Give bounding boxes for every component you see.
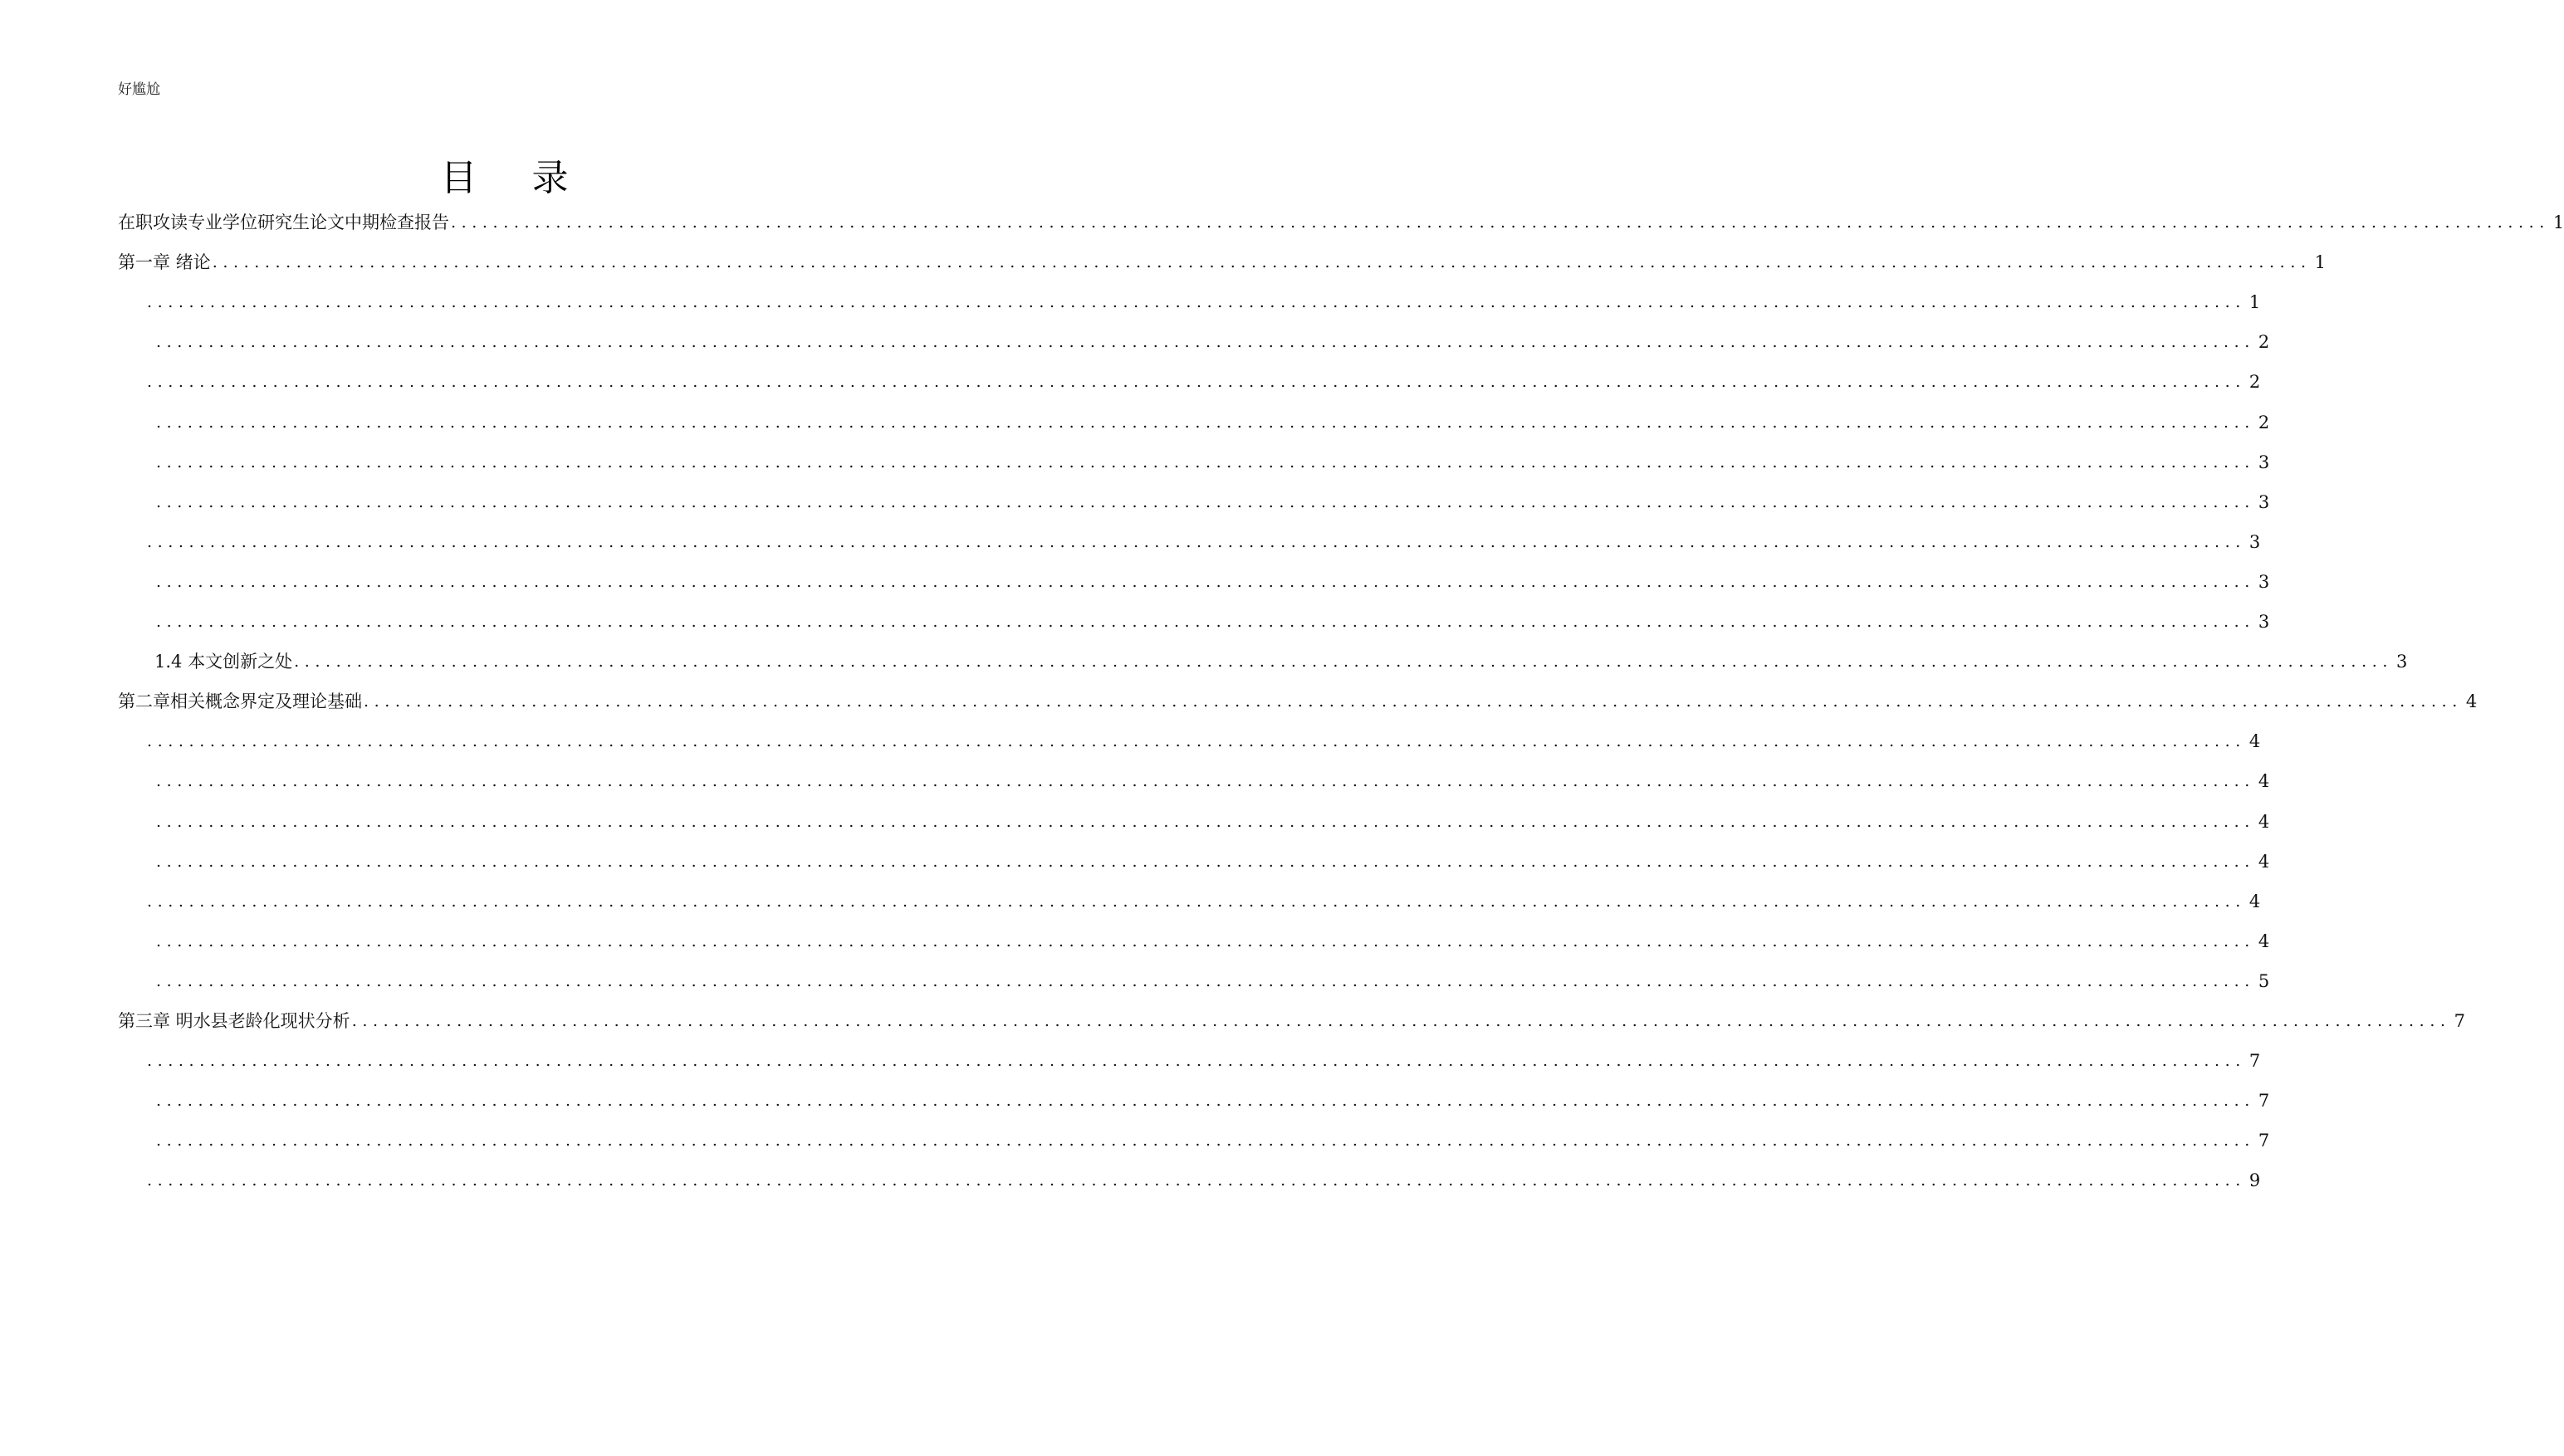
toc-entry-label: 1.4 本文创新之处 xyxy=(154,652,293,672)
toc-page-number: 9 xyxy=(2248,1170,2261,1191)
toc-dot-leader: ........................................................................................................................................................................................................ xyxy=(156,971,2255,990)
toc-entry-label: 在职攻读专业学位研究生论文中期检查报告 xyxy=(118,213,449,232)
toc-page-number: 3 xyxy=(2248,531,2261,552)
toc-entry[interactable] xyxy=(145,525,2261,552)
toc-entry[interactable] xyxy=(154,1084,2270,1112)
toc-dot-leader: ........................................................................................................................................................................................................ xyxy=(156,452,2255,471)
toc-dot-leader: ........................................................................................................................................................................................................ xyxy=(147,532,2246,551)
toc-page-number: 4 xyxy=(2465,691,2478,712)
toc-entry[interactable] xyxy=(154,325,2270,353)
page-header-text: 好尴尬 xyxy=(118,81,160,98)
toc-title: 目 录 xyxy=(440,157,590,199)
toc-page-number: 3 xyxy=(2258,452,2270,472)
toc-page-number: 2 xyxy=(2248,372,2261,393)
toc-page-number: 3 xyxy=(2396,652,2408,672)
toc-entry[interactable] xyxy=(145,885,2261,911)
toc-page-number: 3 xyxy=(2258,612,2270,632)
toc-entry-label: 第三章 明水县老龄化现状分析 xyxy=(118,1011,350,1031)
toc-dot-leader: ........................................................................................................................................................................................................ xyxy=(147,1052,2246,1071)
toc-entry[interactable] xyxy=(145,725,2261,752)
toc-page-number: 4 xyxy=(2258,771,2270,792)
toc-dot-leader: ........................................................................................................................................................................................................ xyxy=(364,692,2463,711)
toc-page-number: 4 xyxy=(2248,731,2261,752)
toc-page-number: 2 xyxy=(2258,332,2270,353)
toc-dot-leader: ........................................................................................................................................................................................................ xyxy=(147,1171,2246,1190)
toc-entry[interactable] xyxy=(154,645,2408,672)
toc-dot-leader: ........................................................................................................................................................................................................ xyxy=(147,892,2246,911)
toc-entry[interactable] xyxy=(154,406,2270,432)
toc-dot-leader: ........................................................................................................................................................................................................ xyxy=(156,772,2255,791)
toc-dot-leader: ........................................................................................................................................................................................................ xyxy=(156,1092,2255,1111)
toc-entry[interactable] xyxy=(154,925,2270,951)
toc-page-number: 3 xyxy=(2258,491,2270,512)
toc-page-number: 4 xyxy=(2258,851,2270,872)
toc-dot-leader: ........................................................................................................................................................................................................ xyxy=(147,373,2246,392)
toc-entry[interactable] xyxy=(118,1004,2465,1031)
toc-dot-leader: ........................................................................................................................................................................................................ xyxy=(156,931,2255,950)
toc-entry[interactable] xyxy=(118,246,2326,273)
toc-page-number: 2 xyxy=(2258,412,2270,432)
toc-dot-leader: ........................................................................................................................................................................................................ xyxy=(147,732,2246,751)
toc-entry[interactable] xyxy=(154,765,2270,792)
toc-dot-leader: ........................................................................................................................................................................................................ xyxy=(156,333,2255,352)
toc-entry-label: 第二章相关概念界定及理论基础 xyxy=(118,691,362,712)
toc-dot-leader: ........................................................................................................................................................................................................ xyxy=(147,293,2246,312)
toc-entry[interactable] xyxy=(154,446,2270,472)
toc-entry[interactable] xyxy=(154,805,2270,832)
toc-entry[interactable] xyxy=(145,1044,2261,1072)
toc-dot-leader: ........................................................................................................................................................................................................ xyxy=(156,413,2255,432)
toc-entry[interactable] xyxy=(154,965,2270,991)
toc-dot-leader: ........................................................................................................................................................................................................ xyxy=(156,613,2255,631)
toc-page-number: 7 xyxy=(2258,1131,2270,1151)
toc-dot-leader: ........................................................................................................................................................................................................ xyxy=(156,572,2255,591)
toc-page-number: 1 xyxy=(2248,292,2261,313)
toc-entry[interactable] xyxy=(145,286,2261,313)
toc-dot-leader: ........................................................................................................................................................................................................ xyxy=(156,1131,2255,1151)
toc-page-number: 4 xyxy=(2248,891,2261,911)
toc-dot-leader: ........................................................................................................................................................................................................ xyxy=(156,852,2255,871)
toc-dot-leader: ........................................................................................................................................................................................................ xyxy=(451,213,2550,232)
toc-page-number: 4 xyxy=(2258,931,2270,951)
toc-dot-leader: ........................................................................................................................................................................................................ xyxy=(156,812,2255,831)
toc-entry[interactable] xyxy=(154,845,2270,872)
toc-dot-leader: ........................................................................................................................................................................................................ xyxy=(212,253,2312,272)
toc-page-number: 7 xyxy=(2258,1091,2270,1112)
toc-entry[interactable] xyxy=(154,605,2270,632)
toc-dot-leader: ........................................................................................................................................................................................................ xyxy=(351,1012,2451,1030)
toc-entry[interactable] xyxy=(118,685,2478,712)
toc-entry[interactable] xyxy=(145,1164,2261,1191)
toc-page-number: 7 xyxy=(2454,1011,2465,1031)
toc-dot-leader: ........................................................................................................................................................................................................ xyxy=(156,492,2255,511)
toc-dot-leader: ........................................................................................................................................................................................................ xyxy=(294,652,2393,672)
toc-page-number: 7 xyxy=(2248,1051,2261,1072)
toc-entry-label: 第一章 绪论 xyxy=(118,252,211,273)
toc-entry[interactable] xyxy=(154,486,2270,512)
toc-entry[interactable] xyxy=(145,365,2261,393)
toc-entry[interactable] xyxy=(154,1124,2270,1151)
toc-page-number: 1 xyxy=(2314,252,2326,273)
toc-page-number: 1 xyxy=(2552,213,2564,232)
toc-entry[interactable] xyxy=(154,565,2270,592)
toc-page-number: 5 xyxy=(2258,970,2270,991)
toc-page-number: 4 xyxy=(2258,811,2270,832)
toc-entry[interactable] xyxy=(118,206,2564,232)
toc-page-number: 3 xyxy=(2258,571,2270,592)
